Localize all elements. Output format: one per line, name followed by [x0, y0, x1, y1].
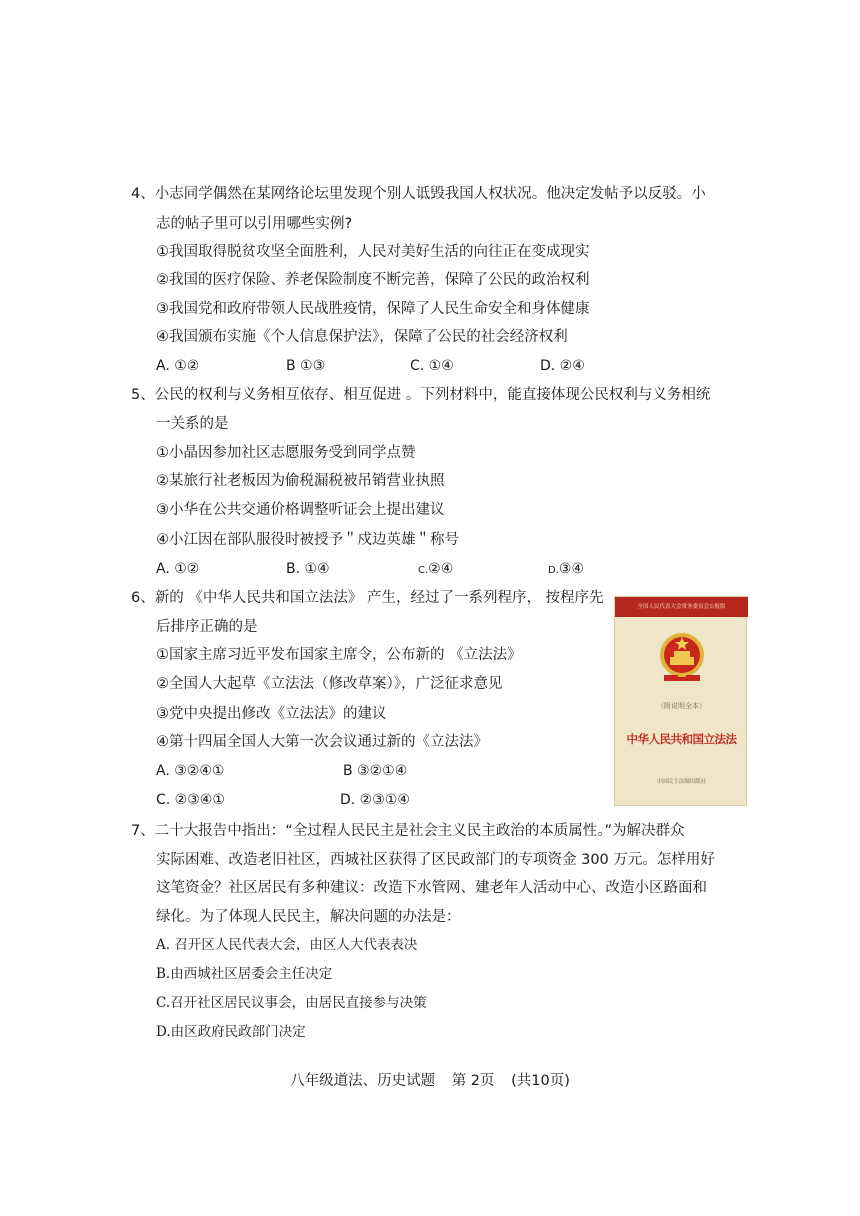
- q6-option-a: A. ③②④①: [156, 763, 225, 779]
- q7-stem-line1: 7、二十大报告中指出：“全过程人民民主是社会主义民主政治的本质属性。”为解决群众: [131, 823, 685, 839]
- q5-option-d-value: ③④: [558, 561, 584, 577]
- book-publisher: 中国民主法制出版社: [656, 779, 707, 785]
- q5-option-a: A. ①②: [156, 561, 200, 577]
- q4-option-c: C. ①④: [410, 358, 454, 374]
- q7-option-b: B.由西城社区居委会主任决定: [156, 966, 333, 982]
- book-title: 中华人民共和国立法法: [626, 732, 737, 746]
- book-edition: （附说明全本）: [657, 702, 706, 710]
- q6-item-2: ②全国人大起草《立法法（修改草案）》，广泛征求意见: [156, 676, 503, 692]
- q6-item-4: ④第十四届全国人大第一次会议通过新的《立法法》: [156, 734, 488, 750]
- q4-item-2: ②我国的医疗保险、养老保险制度不断完善，保障了公民的政治权利: [156, 272, 590, 288]
- q4-stem-line2: 志的帖子里可以引用哪些实例?: [156, 216, 353, 232]
- q5-item-2: ②某旅行社老板因为偷税漏税被吊销营业执照: [156, 473, 445, 489]
- legislation-law-book-cover: [614, 596, 747, 806]
- q6-option-c: C. ②③④①: [156, 792, 225, 808]
- q6-option-b: B ③②①④: [343, 763, 408, 779]
- q4-item-4: ④我国颁布实施《个人信息保护法》，保障了公民的社会经济权利: [156, 329, 568, 345]
- book-banner: 全国人民代表大会常务委员会公报版: [615, 597, 748, 617]
- q5-option-c-value: ②④: [428, 561, 454, 577]
- q5-option-d-letter: D.: [548, 565, 559, 576]
- q5-option-b: B. ①④: [286, 561, 330, 577]
- q5-option-d: [548, 559, 584, 581]
- q6-option-d: D. ②③①④: [340, 792, 410, 808]
- footer-total-pages: (共10页): [511, 1073, 570, 1089]
- q5-stem-line2: 一关系的是: [156, 416, 229, 432]
- q5-item-4: ④小江因在部队服役时被授予＂戍边英雄＂称号: [156, 532, 459, 548]
- q4-stem-line1: 4、小志同学偶然在某网络论坛里发现个别人诋毁我国人权状况。他决定发帖予以反驳。小: [131, 186, 706, 202]
- q4-option-a: A. ①②: [156, 358, 200, 374]
- q7-option-c: C.召开社区居民议事会，由居民直接参与决策: [156, 995, 427, 1011]
- q4-option-d: D. ②④: [540, 358, 585, 374]
- q6-stem-line1: 6、新的 《中华人民共和国立法法》 产生，经过了一系列程序， 按程序先: [131, 590, 604, 606]
- q7-stem-line2: 实际困难、改造老旧社区，西城社区获得了区民政部门的专项资金 300 万元。怎样用好: [156, 852, 715, 868]
- national-emblem-icon: [656, 629, 708, 685]
- page-footer: [0, 1069, 860, 1090]
- q5-item-3: ③小华在公共交通价格调整听证会上提出建议: [156, 502, 445, 518]
- q6-item-1: ①国家主席习近平发布国家主席令，公布新的 《立法法》: [156, 647, 522, 663]
- q5-stem-line1: 5、公民的权利与义务相互依存、相互促进 。下列材料中，能直接体现公民权利与义务相统: [131, 387, 711, 403]
- q7-stem-line3: 这笔资金？社区居民有多种建议：改造下水管网、建老年人活动中心、改造小区路面和: [156, 880, 707, 896]
- footer-page-number: 第 2页: [451, 1073, 495, 1089]
- q7-option-a: A. 召开区人民代表大会，由区人大代表表决: [156, 937, 418, 953]
- q6-item-3: ③党中央提出修改《立法法》的建议: [156, 706, 387, 722]
- q4-item-1: ①我国取得脱贫攻坚全面胜利，人民对美好生活的向往正在变成现实: [156, 244, 590, 260]
- footer-subject: 八年级道法、历史试题: [290, 1073, 436, 1089]
- q7-option-d: D.由区政府民政部门决定: [156, 1024, 306, 1040]
- q5-option-c: [418, 559, 453, 581]
- q4-item-3: ③我国党和政府带领人民战胜疫情，保障了人民生命安全和身体健康: [156, 301, 590, 317]
- q6-stem-line2: 后排序正确的是: [156, 619, 258, 635]
- q7-stem-line4: 绿化。为了体现人民民主，解决问题的办法是：: [156, 909, 461, 925]
- q5-item-1: ①小晶因参加社区志愿服务受到同学点赞: [156, 445, 416, 461]
- q5-option-c-letter: C.: [418, 565, 429, 576]
- q4-option-b: B ①③: [286, 358, 326, 374]
